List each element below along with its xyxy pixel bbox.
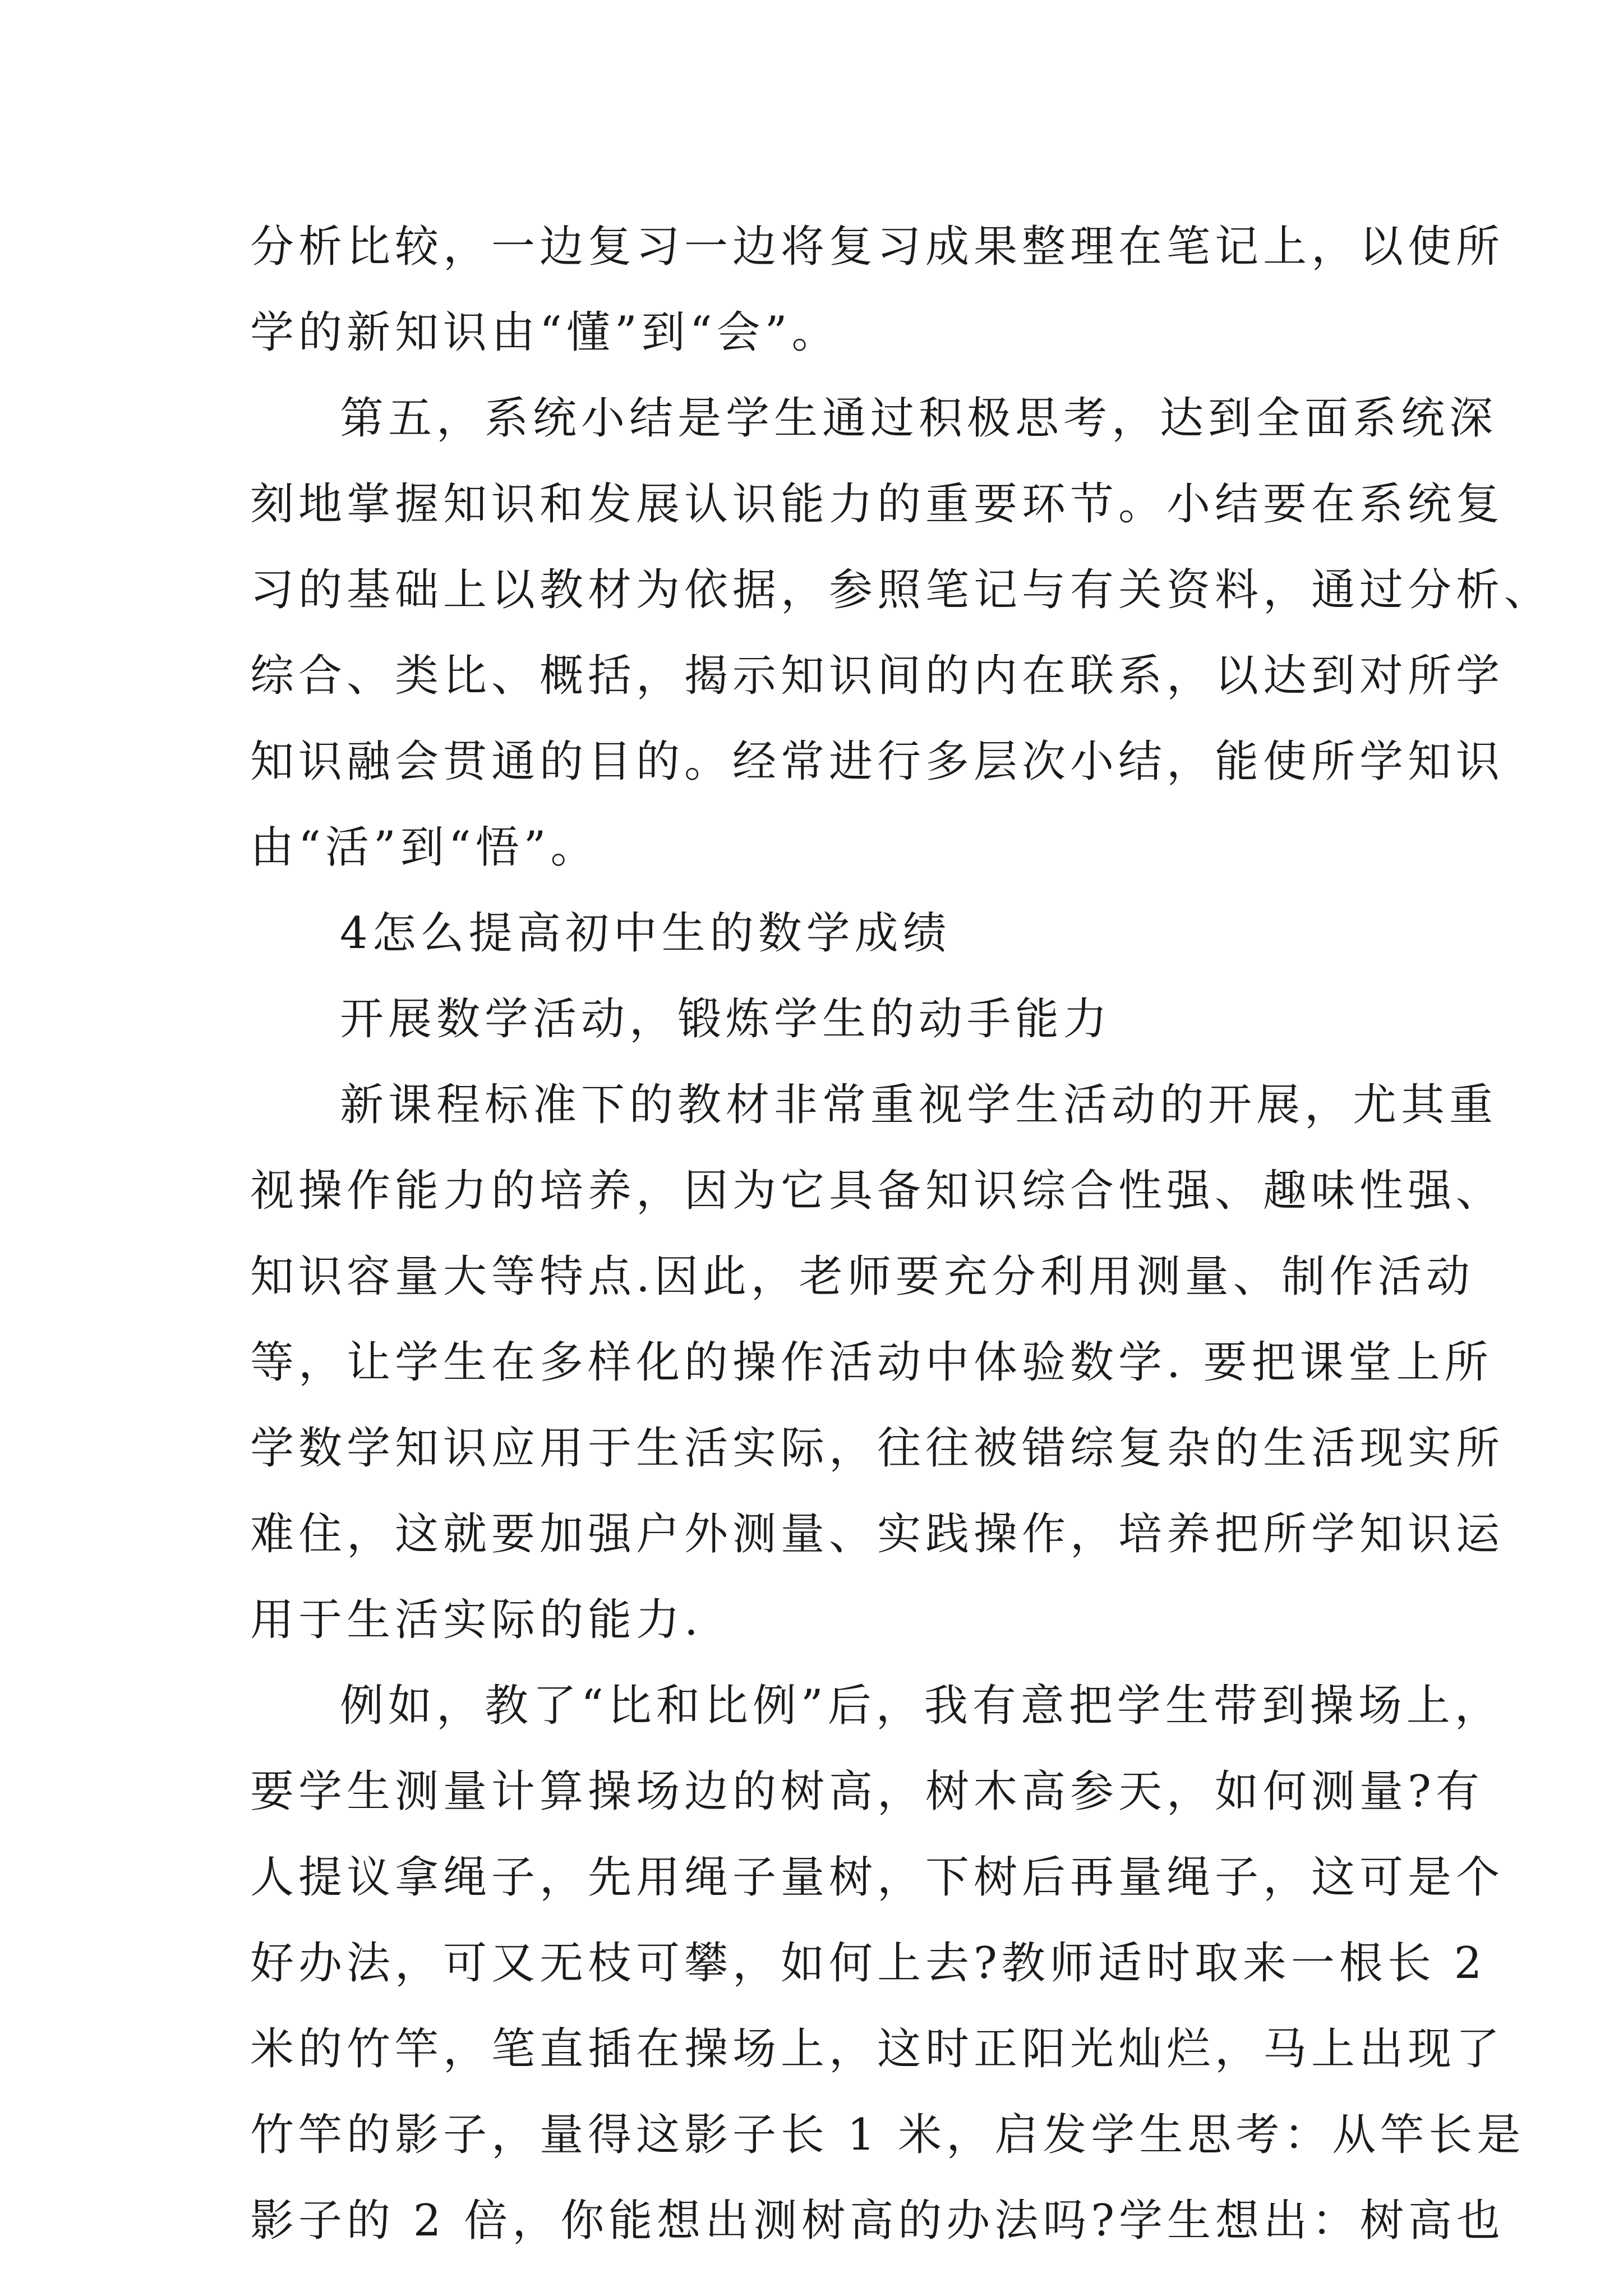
text-line: 影子的 2 倍，你能想出测树高的办法吗?学生想出：树高也 [250, 2196, 1505, 2246]
text-line: 学的新知识由“懂”到“会”。 [250, 307, 840, 358]
text-line: 新课程标准下的教材非常重视学生活动的开展，尤其重 [340, 1080, 1498, 1130]
text-line: 人提议拿绳子，先用绳子量树，下树后再量绳子，这可是个 [250, 1852, 1505, 1903]
text-line: 综合、类比、概括，揭示知识间的内在联系，以达到对所学 [250, 651, 1505, 701]
text-line: 知识融会贯通的目的。经常进行多层次小结，能使所学知识 [250, 737, 1505, 787]
text-line: 知识容量大等特点.因此，老师要充分利用测量、制作活动 [250, 1251, 1474, 1302]
text-line: 要学生测量计算操场边的树高，树木高参天，如何测量?有 [250, 1766, 1484, 1817]
subsection-heading: 开展数学活动，锻炼学生的动手能力 [340, 994, 1112, 1045]
text-line: 竹竿的影子，量得这影子长 1 米，启发学生思考：从竿长是 [250, 2110, 1525, 2160]
text-line: 难住，这就要加强户外测量、实践操作，培养把所学知识运 [250, 1509, 1505, 1559]
body-text [250, 204, 1553, 2264]
text-line: 米的竹竿，笔直插在操场上，这时正阳光灿烂，马上出现了 [250, 2024, 1505, 2074]
text-line: 刻地掌握知识和发展认识能力的重要环节。小结要在系统复 [250, 479, 1505, 530]
text-line: 学数学知识应用于生活实际，往往被错综复杂的生活现实所 [250, 1423, 1505, 1474]
text-line: 等，让学生在多样化的操作活动中体验数学. 要把课堂上所 [250, 1337, 1493, 1388]
text-line: 视操作能力的培养，因为它具备知识综合性强、趣味性强、 [250, 1166, 1505, 1216]
text-line: 由“活”到“悟”。 [250, 822, 599, 873]
text-line: 分析比较，一边复习一边将复习成果整理在笔记上，以使所 [250, 222, 1505, 272]
text-line: 习的基础上以教材为依据，参照笔记与有关资料，通过分析、 [250, 565, 1553, 615]
text-line: 用于生活实际的能力. [250, 1595, 703, 1645]
section-heading: 4怎么提高初中生的数学成绩 [340, 908, 951, 959]
text-line: 好办法，可又无枝可攀，如何上去?教师适时取来一根长 2 [250, 1938, 1487, 1989]
text-line: 例如，教了“比和比例”后，我有意把学生带到操场上， [340, 1681, 1503, 1731]
text-line: 第五，系统小结是学生通过积极思考，达到全面系统深 [340, 393, 1498, 444]
